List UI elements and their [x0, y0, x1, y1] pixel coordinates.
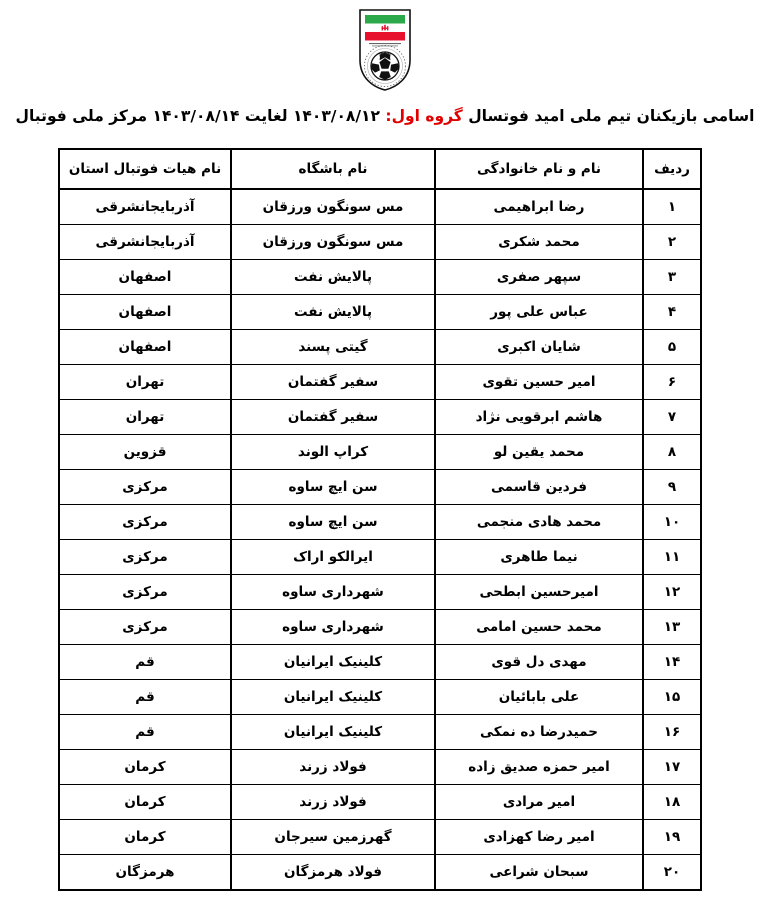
- table-row: [59, 504, 701, 539]
- table-row: [59, 574, 701, 609]
- table-row: [59, 539, 701, 574]
- table-row: [59, 434, 701, 469]
- cell-name: محمد هادی منجمی: [435, 504, 643, 539]
- cell-index: ۸: [643, 434, 701, 469]
- table-row: [59, 224, 701, 259]
- table-row: [59, 854, 701, 890]
- cell-name: محمد یقین لو: [435, 434, 643, 469]
- cell-index: ۱۵: [643, 679, 701, 714]
- table-row: [59, 609, 701, 644]
- table-row: [59, 749, 701, 784]
- cell-name: عباس علی پور: [435, 294, 643, 329]
- cell-club: کلینیک ایرانیان: [231, 679, 435, 714]
- cell-index: ۲۰: [643, 854, 701, 890]
- cell-club: گهرزمین سیرجان: [231, 819, 435, 854]
- table-row: [59, 819, 701, 854]
- cell-index: ۱۸: [643, 784, 701, 819]
- cell-index: ۱۷: [643, 749, 701, 784]
- cell-club: ایرالکو اراک: [231, 539, 435, 574]
- cell-province: آذربایجانشرقی: [59, 224, 231, 259]
- table-row: [59, 294, 701, 329]
- squad-table-container: [68, 148, 702, 891]
- table-row: [59, 679, 701, 714]
- cell-index: ۱: [643, 189, 701, 225]
- table-header-row: [59, 149, 701, 189]
- cell-province: مرکزی: [59, 574, 231, 609]
- cell-province: کرمان: [59, 784, 231, 819]
- cell-name: مهدی دل قوی: [435, 644, 643, 679]
- cell-index: ۱۳: [643, 609, 701, 644]
- cell-index: ۷: [643, 399, 701, 434]
- cell-club: گیتی پسند: [231, 329, 435, 364]
- cell-index: ۱۶: [643, 714, 701, 749]
- cell-index: ۱۴: [643, 644, 701, 679]
- table-row: [59, 784, 701, 819]
- cell-index: ۱۲: [643, 574, 701, 609]
- cell-club: کلینیک ایرانیان: [231, 714, 435, 749]
- cell-province: تهران: [59, 364, 231, 399]
- cell-name: فردین قاسمی: [435, 469, 643, 504]
- cell-name: حمیدرضا ده نمکی: [435, 714, 643, 749]
- cell-club: کراپ الوند: [231, 434, 435, 469]
- svg-text:IRAN: IRAN: [379, 52, 391, 58]
- table-row: [59, 329, 701, 364]
- cell-province: اصفهان: [59, 294, 231, 329]
- cell-name: محمد حسین امامی: [435, 609, 643, 644]
- cell-name: امیر رضا کهزادی: [435, 819, 643, 854]
- cell-index: ۹: [643, 469, 701, 504]
- page-title: [16, 107, 755, 126]
- cell-club: فولاد هرمزگان: [231, 854, 435, 890]
- document-header: [0, 0, 770, 92]
- cell-province: کرمان: [59, 819, 231, 854]
- column-header-index: ردیف: [643, 149, 701, 189]
- cell-club: سفیر گفتمان: [231, 364, 435, 399]
- cell-province: هرمزگان: [59, 854, 231, 890]
- cell-name: هاشم ابرقویی نژاد: [435, 399, 643, 434]
- cell-club: مس سونگون ورزقان: [231, 224, 435, 259]
- cell-province: قزوین: [59, 434, 231, 469]
- cell-name: نیما طاهری: [435, 539, 643, 574]
- squad-table: [58, 148, 702, 891]
- cell-province: قم: [59, 644, 231, 679]
- cell-club: سن ایچ ساوه: [231, 504, 435, 539]
- cell-index: ۳: [643, 259, 701, 294]
- table-row: [59, 644, 701, 679]
- cell-province: آذربایجانشرقی: [59, 189, 231, 225]
- column-header-name: نام و نام خانوادگی: [435, 149, 643, 189]
- document-title-bar: [0, 106, 770, 126]
- table-row: [59, 259, 701, 294]
- cell-club: فولاد زرند: [231, 784, 435, 819]
- table-row: [59, 399, 701, 434]
- cell-club: پالایش نفت: [231, 259, 435, 294]
- cell-province: اصفهان: [59, 329, 231, 364]
- cell-name: امیر حمزه صدیق زاده: [435, 749, 643, 784]
- cell-name: رضا ابراهیمی: [435, 189, 643, 225]
- cell-index: ۲: [643, 224, 701, 259]
- cell-index: ۱۹: [643, 819, 701, 854]
- table-row: [59, 189, 701, 225]
- cell-club: پالایش نفت: [231, 294, 435, 329]
- cell-province: قم: [59, 679, 231, 714]
- squad-table-body: [59, 189, 701, 890]
- cell-index: ۱۱: [643, 539, 701, 574]
- cell-name: امیر حسین تقوی: [435, 364, 643, 399]
- cell-province: مرکزی: [59, 539, 231, 574]
- squad-table-header: [59, 149, 701, 189]
- cell-name: امیرحسین ابطحی: [435, 574, 643, 609]
- cell-name: محمد شکری: [435, 224, 643, 259]
- column-header-club: نام باشگاه: [231, 149, 435, 189]
- cell-province: قم: [59, 714, 231, 749]
- title-lead-text: اسامی بازیکنان تیم ملی امید فوتسال: [468, 107, 755, 125]
- cell-index: ۱۰: [643, 504, 701, 539]
- cell-name: امیر مرادی: [435, 784, 643, 819]
- table-row: [59, 469, 701, 504]
- cell-index: ۵: [643, 329, 701, 364]
- iran-football-federation-crest-icon: [357, 8, 413, 92]
- cell-club: فولاد زرند: [231, 749, 435, 784]
- cell-index: ۶: [643, 364, 701, 399]
- cell-name: علی بابائیان: [435, 679, 643, 714]
- cell-club: کلینیک ایرانیان: [231, 644, 435, 679]
- cell-province: مرکزی: [59, 609, 231, 644]
- cell-province: اصفهان: [59, 259, 231, 294]
- cell-name: شایان اکبری: [435, 329, 643, 364]
- column-header-province: نام هیات فوتبال استان: [59, 149, 231, 189]
- cell-club: شهرداری ساوه: [231, 574, 435, 609]
- table-row: [59, 714, 701, 749]
- cell-index: ۴: [643, 294, 701, 329]
- cell-club: سفیر گفتمان: [231, 399, 435, 434]
- title-trail-text: ۱۴۰۳/۰۸/۱۲ لغایت ۱۴۰۳/۰۸/۱۴ مرکز ملی فوتبال: [15, 107, 380, 125]
- title-group-label: گروه اول:: [385, 107, 463, 125]
- cell-club: شهرداری ساوه: [231, 609, 435, 644]
- cell-name: سبحان شراعی: [435, 854, 643, 890]
- cell-province: مرکزی: [59, 504, 231, 539]
- table-row: [59, 364, 701, 399]
- cell-province: کرمان: [59, 749, 231, 784]
- cell-club: مس سونگون ورزقان: [231, 189, 435, 225]
- cell-club: سن ایچ ساوه: [231, 469, 435, 504]
- cell-province: مرکزی: [59, 469, 231, 504]
- cell-name: سپهر صفری: [435, 259, 643, 294]
- cell-province: تهران: [59, 399, 231, 434]
